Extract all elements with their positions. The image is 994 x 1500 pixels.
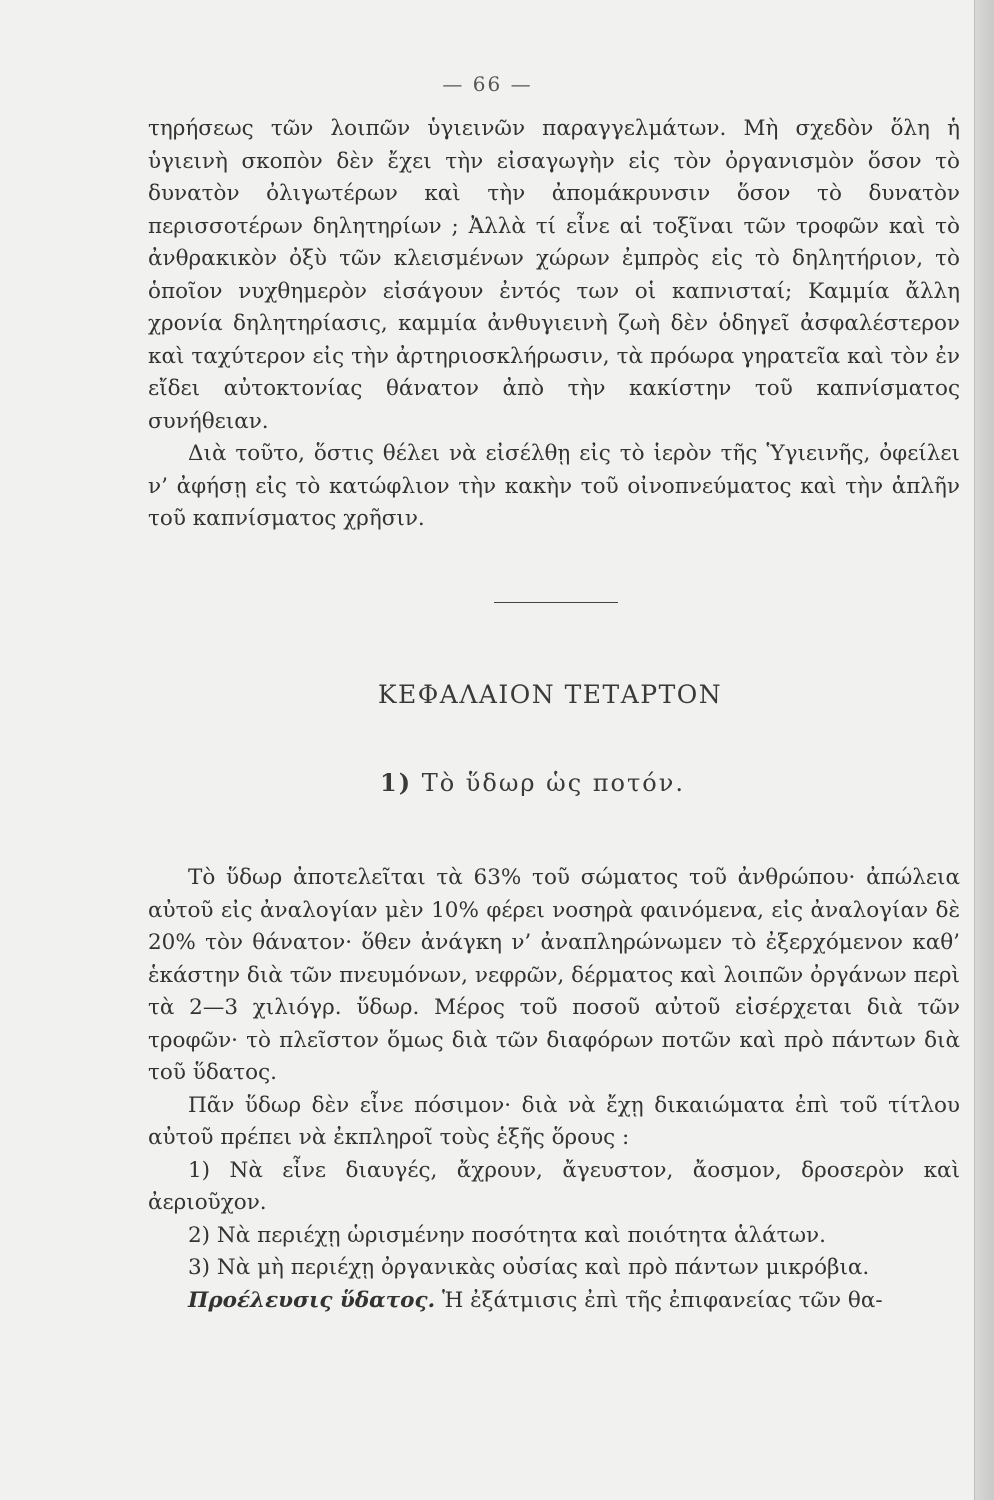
top-text-block	[148, 113, 960, 536]
list-item: 2) Νὰ περιέχῃ ὡρισμένην ποσότητα καὶ ποιότητα ἁλάτων.	[188, 1222, 826, 1248]
paragraph: Τὸ ὕδωρ ἀποτελεῖται τὰ 63% τοῦ σώματος τοῦ ἀνθρώπου· ἀπώλεια αὐτοῦ εἰς ἀναλογίαν μὲν 10% φέρει νοσηρὰ φαινόμενα, εἰς ἀναλογίαν δὲ 20% τὸν θάνατον· ὅθεν ἀνάγκη ν’ ἀναπληρώνωμεν τὸ ἐξερχόμενον καθ’ ἑκάστην διὰ τῶν πνευμόνων, νεφρῶν, δέρματος καὶ λοιπῶν ὀργάνων περὶ τὰ 2—3 χιλιόγρ. ὕδωρ. Μέρος τοῦ ποσοῦ αὐτοῦ εἰσέρχεται διὰ τῶν τροφῶν· τὸ πλεῖστον ὅμως διὰ τῶν διαφόρων ποτῶν καὶ πρὸ πάντων διὰ τοῦ ὕδατος.	[148, 865, 960, 1085]
section-title: Τὸ ὕδωρ ὡς ποτόν.	[421, 769, 685, 797]
section-heading	[380, 768, 685, 797]
subheading-italic: Προέλευσις ὕδατος.	[188, 1287, 436, 1313]
paragraph: τηρήσεως τῶν λοιπῶν ὑγιεινῶν παραγγελμάτων. Μὴ σχεδὸν ὅλη ἡ ὑγιεινὴ σκοπὸν δὲν ἔχει τὴν εἰσαγωγὴν εἰς τὸν ὀργανισμὸν ὅσον τὸ δυνατὸν ὀλιγωτέρων καὶ τὴν ἀπομάκρυνσιν ὅσον τὸ δυνατὸν περισσοτέρων δηλητηρίων ; Ἀλλὰ τί εἶνε αἱ τοξῖναι τῶν τροφῶν καὶ τὸ ἀνθρακικὸν ὀξὺ τῶν κλεισμένων χώρων ἐμπρὸς εἰς τὸ δηλητήριον, τὸ ὁποῖον νυχθημερὸν εἰσάγουν ἐντός των οἱ καπνισταί; Καμμία ἄλλη χρονία δηλητηρίασις, καμμία ἀνθυγιεινὴ ζωὴ δὲν ὁδηγεῖ ἀσφαλέστερον καὶ ταχύτερον εἰς τὴν ἀρτηριοσκλήρωσιν, τὰ πρόωρα γηρατεῖα καὶ τὸν ἐν εἴδει αὐτοκτονίας θάνατον ἀπὸ τὴν κακίστην τοῦ καπνίσματος συνήθειαν.	[148, 116, 960, 434]
section-number: 1)	[380, 768, 413, 797]
list-item: 3) Νὰ μὴ περιέχῃ ὀργανικὰς οὐσίας καὶ πρὸ πάντων μικρόβια.	[188, 1255, 870, 1280]
bottom-text-block	[148, 862, 960, 1317]
section-divider	[494, 602, 618, 603]
paragraph: Πᾶν ὕδωρ δὲν εἶνε πόσιμον· διὰ νὰ ἔχῃ δικαιώματα ἐπὶ τοῦ τίτλου αὐτοῦ πρέπει νὰ ἐκπληροῖ τοὺς ἑξῆς ὅρους :	[148, 1092, 960, 1150]
paragraph: Διὰ τοῦτο, ὅστις θέλει νὰ εἰσέλθῃ εἰς τὸ ἱερὸν τῆς Ὑγιεινῆς, ὀφείλει ν’ ἀφήσῃ εἰς τὸ κατώφλιον τὴν κακὴν τοῦ οἰνοπνεύματος καὶ τὴν ἁπλῆν τοῦ καπνίσματος χρῆσιν.	[148, 441, 960, 531]
paragraph-text: Ἡ ἐξάτμισις ἐπὶ τῆς ἐπιφανείας τῶν θα-	[435, 1287, 883, 1313]
page-edge	[974, 0, 994, 1500]
paragraph	[148, 1285, 960, 1318]
page-number: — 66 —	[442, 72, 533, 96]
chapter-title: ΚΕΦΑΛΑΙΟΝ ΤΕΤΑΡΤΟΝ	[377, 680, 723, 709]
list-item: 1) Νὰ εἶνε διαυγές, ἄχρουν, ἄγευστον, ἄοσμον, δροσερὸν καὶ ἀεριοῦχον.	[148, 1157, 960, 1215]
